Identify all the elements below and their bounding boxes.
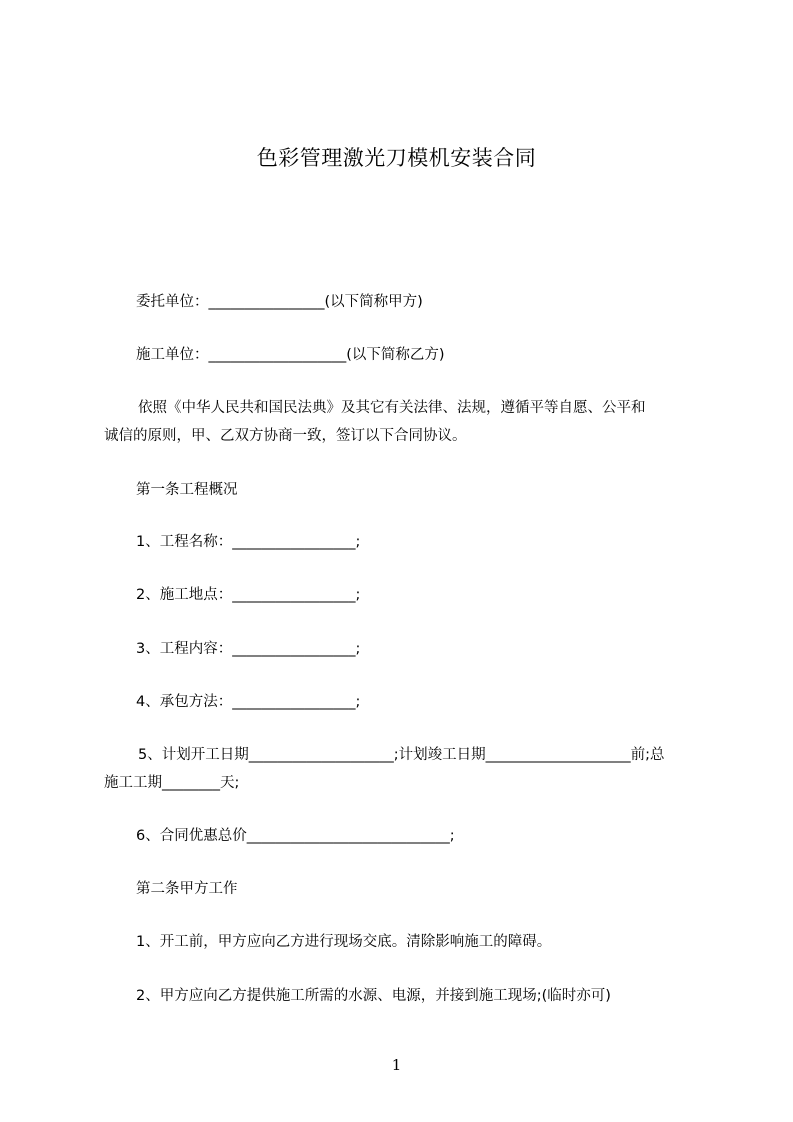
item-project-content: 3、工程内容：_________________; — [136, 641, 361, 657]
section-heading-2: 第二条甲方工作 — [136, 881, 238, 897]
intro-line-2: 诚信的原则，甲、乙双方协商一致，签订以下合同协议。 — [104, 428, 467, 444]
page-number: 1 — [391, 1056, 402, 1074]
contractor-line: 施工单位：___________________(以下简称乙方) — [136, 347, 445, 363]
item-project-name: 1、工程名称：_________________; — [136, 534, 361, 550]
contract-title: 色彩管理激光刀模机安装合同 — [256, 146, 537, 170]
client-line: 委托单位：________________(以下简称甲方) — [136, 294, 423, 310]
item-contract-method: 4、承包方法：_________________; — [136, 694, 361, 710]
item-total-price: 6、合同优惠总价____________________________; — [136, 828, 455, 844]
section-heading-1: 第一条工程概况 — [136, 482, 238, 498]
item-schedule-line-1: 5、计划开工日期____________________;计划竣工日期____________________前;总 — [138, 747, 665, 763]
duty-site-handover: 1、开工前，甲方应向乙方进行现场交底。清除影响施工的障碍。 — [136, 934, 552, 950]
item-site-location: 2、施工地点：_________________; — [136, 587, 361, 603]
intro-line-1: 依照《中华人民共和国民法典》及其它有关法律、法规，遵循平等自愿、公平和 — [138, 400, 646, 416]
duty-utilities: 2、甲方应向乙方提供施工所需的水源、电源，并接到施工现场;(临时亦可) — [136, 988, 611, 1004]
item-schedule-line-2: 施工工期________天; — [104, 775, 240, 791]
